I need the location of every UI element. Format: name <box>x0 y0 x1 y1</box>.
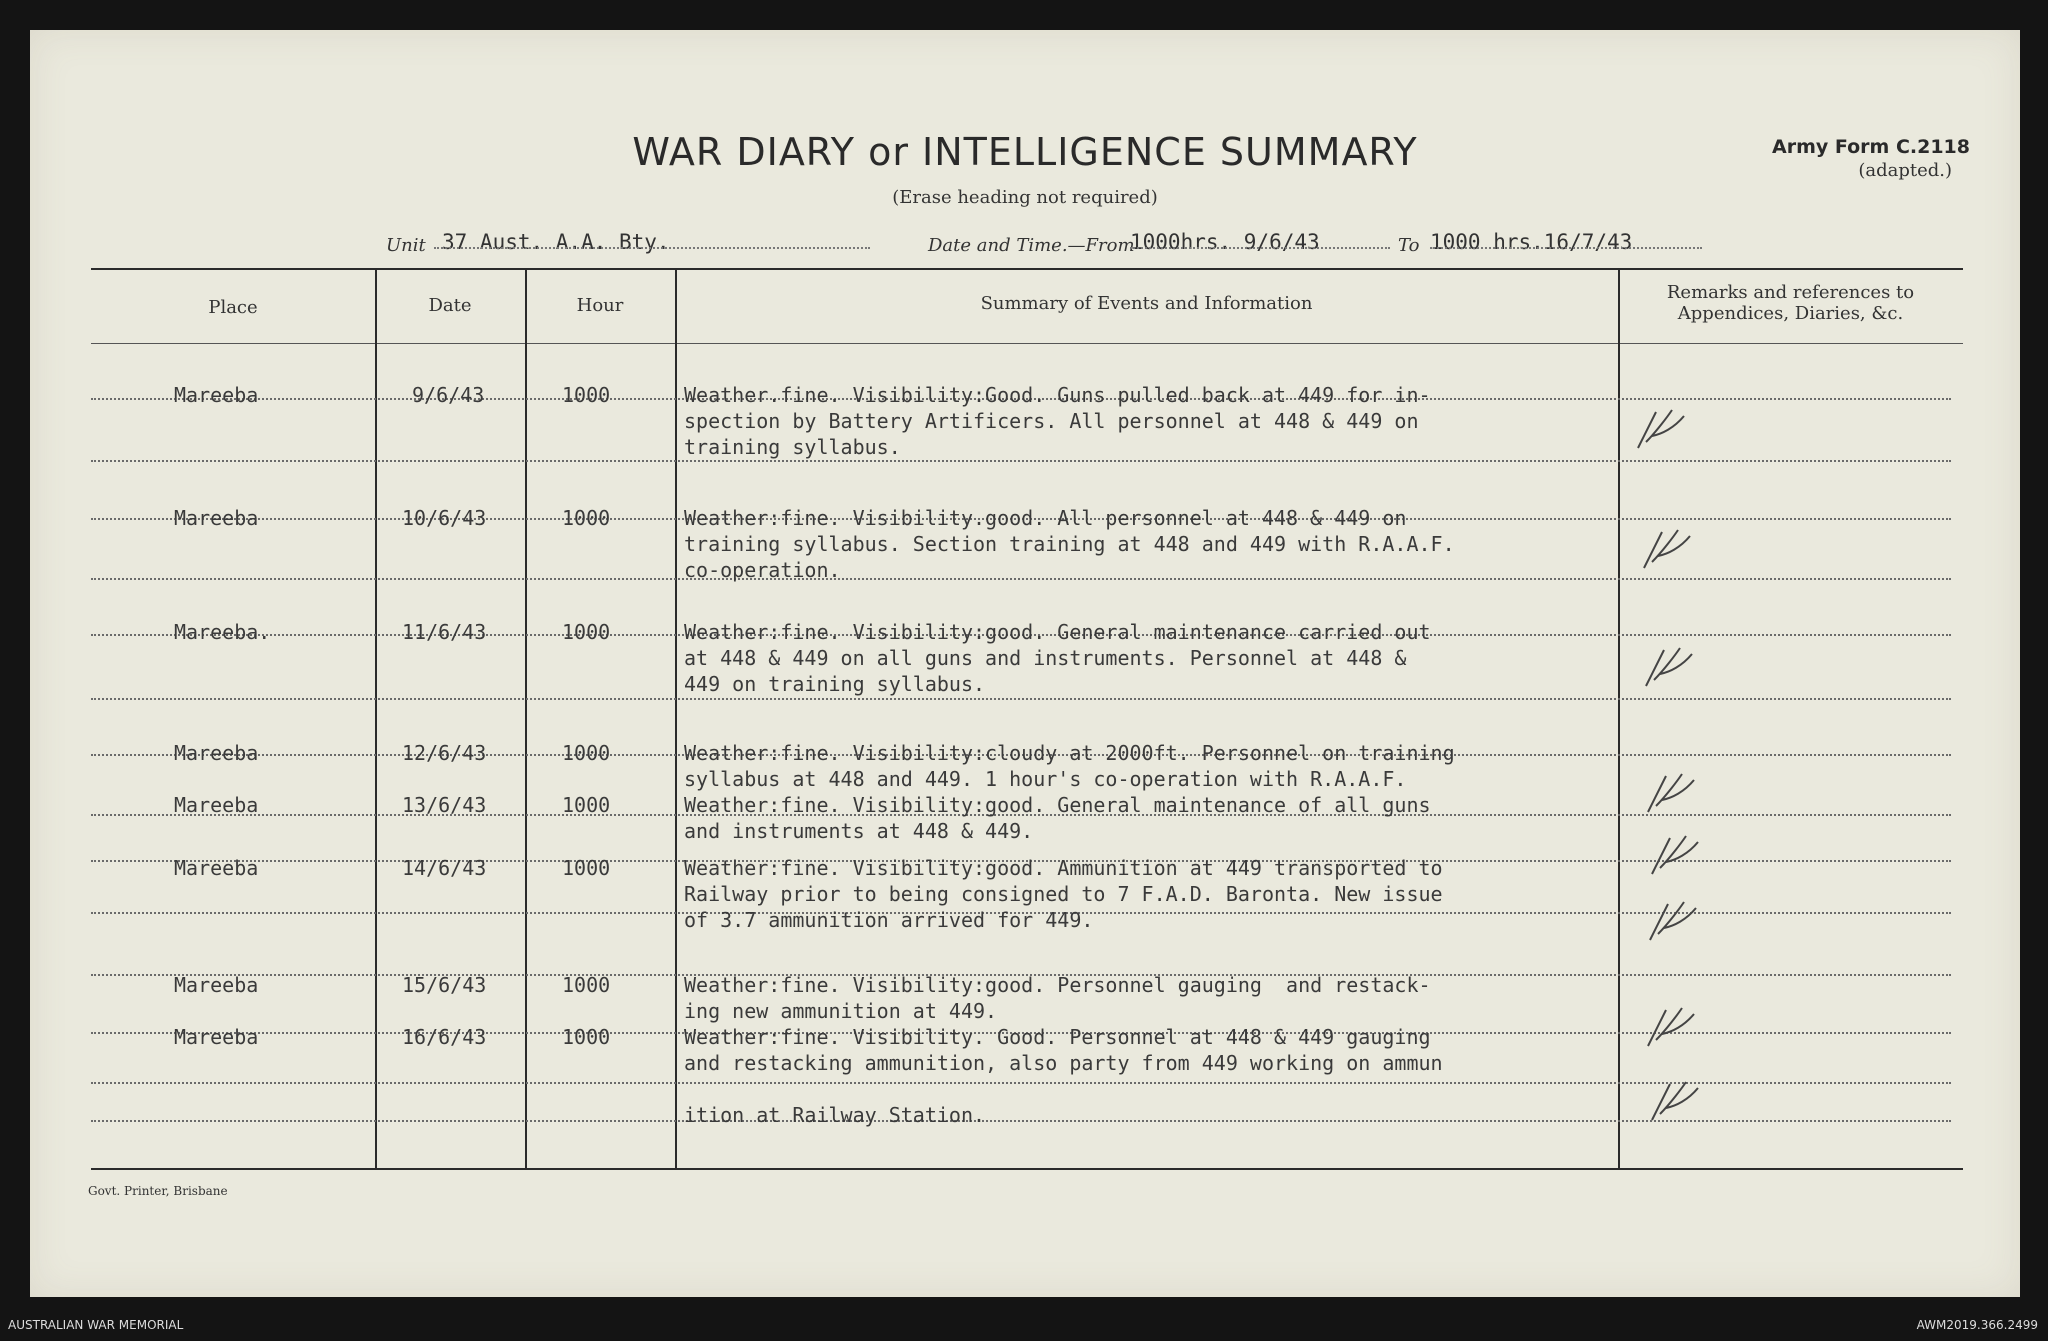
col-header-summary: Summary of Events and Information <box>980 293 1313 314</box>
date-to-value: 1000 hrs.16/7/43 <box>1430 230 1633 254</box>
entry-hour: 1000 <box>562 1025 611 1049</box>
col-header-date: Date <box>428 295 472 316</box>
date-to-dotline <box>1430 247 1702 249</box>
entry-hour: 1000 <box>562 506 611 530</box>
entry-date: 16/6/43 <box>402 1025 487 1049</box>
table-top-rule <box>91 268 1963 270</box>
entry-hour: 1000 <box>562 856 611 880</box>
row-rule <box>91 698 1951 700</box>
entry-hour: 1000 <box>562 620 611 644</box>
entry-summary: Weather:fine. Visibility.good. All personnel at 448 & 449 on training syllabus. Section training at 448 and 449 with R.A.A.F. co-operation. <box>684 506 1455 582</box>
printer-imprint: Govt. Printer, Brisbane <box>88 1184 228 1198</box>
unit-value: 37 Aust. A.A. Bty. <box>442 230 670 254</box>
entry-summary: Weather:fine. Visibility:good. General maintenance of all guns and instruments at 448 & 449. <box>684 793 1431 843</box>
entry-place: Mareeba <box>174 856 259 880</box>
table-header-rule <box>91 343 1963 344</box>
col-header-remarks <box>1618 282 1963 324</box>
army-form-note: (adapted.) <box>1858 160 1952 181</box>
entry-hour: 1000 <box>562 741 611 765</box>
entry-summary: Weather:fine. Visibility:good. Personnel gauging and restack- ing new ammunition at 449. <box>684 973 1431 1023</box>
entry-date: 12/6/43 <box>402 741 487 765</box>
entry-place: Mareeba. <box>174 620 271 644</box>
table-bottom-rule <box>91 1168 1963 1170</box>
col-header-remarks-line2: Appendices, Diaries, &c. <box>1677 303 1904 324</box>
war-diary-sheet <box>30 30 2020 1297</box>
entry-date: 13/6/43 <box>402 793 487 817</box>
entry-date: 15/6/43 <box>402 973 487 997</box>
handwritten-initials <box>1644 770 1698 816</box>
col-header-remarks-line1: Remarks and references to <box>1666 282 1915 303</box>
entry-place: Mareeba <box>174 1025 259 1049</box>
archive-credit: AUSTRALIAN WAR MEMORIAL <box>8 1318 184 1332</box>
entry-date: 9/6/43 <box>412 383 485 407</box>
entry-date: 10/6/43 <box>402 506 487 530</box>
accession-number: AWM2019.366.2499 <box>1916 1318 2038 1332</box>
handwritten-initials <box>1640 526 1694 572</box>
handwritten-initials <box>1648 1078 1702 1124</box>
entry-summary: Weather.fine. Visibility:Good. Guns pulled back at 449 for in- spection by Battery Artificers. All personnel at 448 & 449 on training syllabus. <box>684 383 1431 459</box>
handwritten-initials <box>1646 898 1700 944</box>
page-title: WAR DIARY or INTELLIGENCE SUMMARY <box>632 130 1418 174</box>
entry-place: Mareeba <box>174 383 259 407</box>
entry-place: Mareeba <box>174 973 259 997</box>
entry-hour: 1000 <box>562 383 611 407</box>
unit-dotline <box>434 247 870 249</box>
entry-place: Mareeba <box>174 793 259 817</box>
date-from-value: 1000hrs. 9/6/43 <box>1130 230 1320 254</box>
unit-label: Unit <box>386 235 426 256</box>
handwritten-initials <box>1634 406 1688 452</box>
date-time-label: Date and Time.—From <box>928 235 1135 256</box>
erase-note: (Erase heading not required) <box>892 187 1158 208</box>
entry-place: Mareeba <box>174 741 259 765</box>
entry-summary: Weather:fine. Visibility:good. Ammunition at 449 transported to Railway prior to being consigned to 7 F.A.D. Baronta. New issue of 3.7 ammunition arrived for 449. <box>684 856 1443 932</box>
entry-hour: 1000 <box>562 973 611 997</box>
entry-date: 11/6/43 <box>402 620 487 644</box>
entry-summary: Weather:fine. Visibility:cloudy at 2000ft. Personnel on training syllabus at 448 and 449. 1 hour's co-operation with R.A.A.F. <box>684 741 1455 791</box>
army-form-number: Army Form C.2118 <box>1772 136 1970 158</box>
entry-summary: Weather:fine. Visibility:good. General maintenance carried out at 448 & 449 on all guns and instruments. Personnel at 448 & 449 on training syllabus. <box>684 620 1431 696</box>
date-from-dotline <box>1130 247 1390 249</box>
handwritten-initials <box>1642 644 1696 690</box>
row-rule <box>91 460 1951 462</box>
entry-summary: Weather:fine. Visibility. Good. Personnel at 448 & 449 gauging and restacking ammunition, also party from 449 working on ammun ition at Railway Station. <box>684 1025 1443 1127</box>
entry-hour: 1000 <box>562 793 611 817</box>
handwritten-initials <box>1644 1004 1698 1050</box>
entry-date: 14/6/43 <box>402 856 487 880</box>
handwritten-initials <box>1648 832 1702 878</box>
to-label: To <box>1398 235 1420 256</box>
col-header-place: Place <box>208 297 258 318</box>
entry-place: Mareeba <box>174 506 259 530</box>
col-header-hour: Hour <box>576 295 624 316</box>
